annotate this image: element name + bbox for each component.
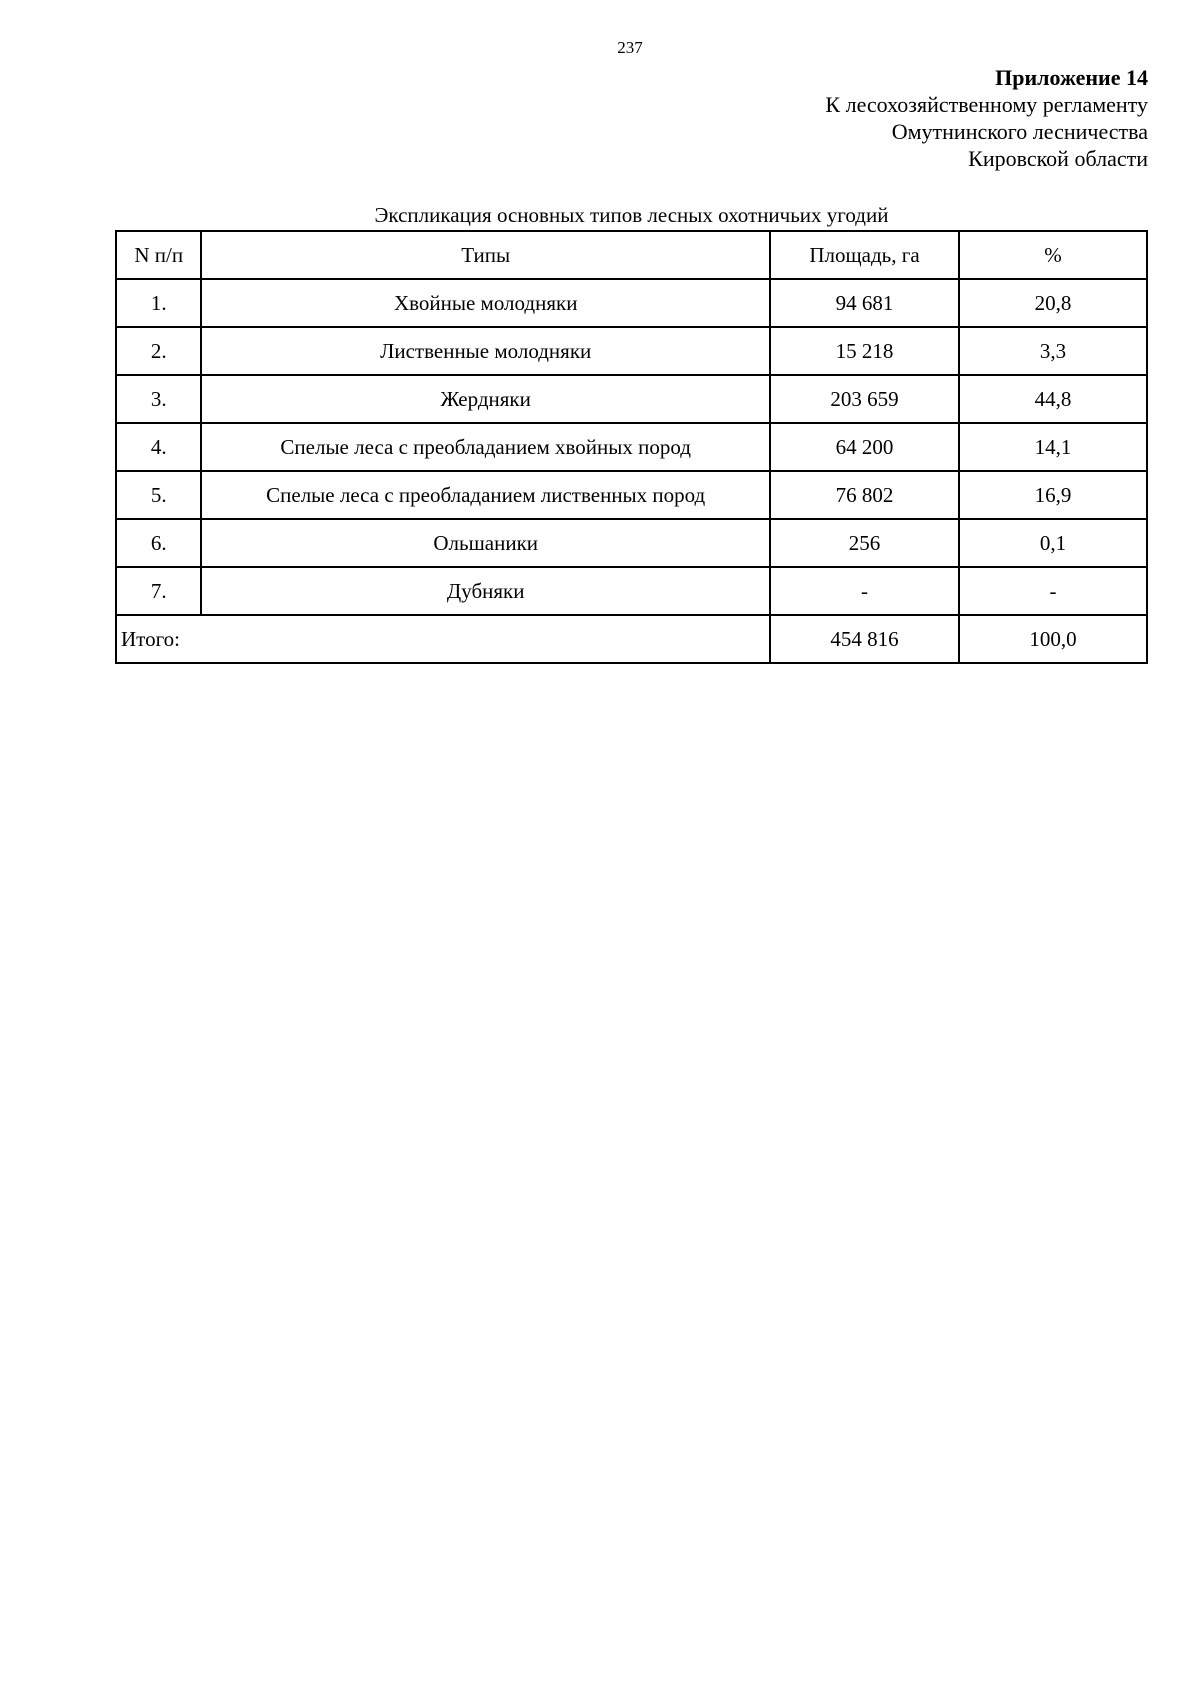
cell-percent: 0,1	[959, 519, 1147, 567]
cell-area: 76 802	[770, 471, 959, 519]
table-row	[116, 519, 1147, 567]
table-row	[116, 375, 1147, 423]
header-percent: %	[959, 231, 1147, 279]
appendix-line-regulation: К лесохозяйственному регламенту	[825, 92, 1148, 117]
header-area: Площадь, га	[770, 231, 959, 279]
table-row	[116, 327, 1147, 375]
explication-table	[115, 230, 1148, 664]
cell-area: 256	[770, 519, 959, 567]
table-row	[116, 279, 1147, 327]
cell-num: 7.	[116, 567, 201, 615]
table-header-row	[116, 231, 1147, 279]
cell-percent: -	[959, 567, 1147, 615]
table-row	[116, 423, 1147, 471]
total-area: 454 816	[770, 615, 959, 663]
table-caption: Экспликация основных типов лесных охотничьих угодий	[374, 203, 889, 227]
cell-num: 5.	[116, 471, 201, 519]
cell-type: Спелые леса с преобладанием хвойных пород	[201, 423, 769, 471]
cell-area: -	[770, 567, 959, 615]
header-num: N п/п	[116, 231, 201, 279]
cell-num: 3.	[116, 375, 201, 423]
cell-type: Хвойные молодняки	[201, 279, 769, 327]
cell-num: 2.	[116, 327, 201, 375]
cell-num: 6.	[116, 519, 201, 567]
appendix-title: Приложение 14	[995, 65, 1148, 90]
cell-percent: 14,1	[959, 423, 1147, 471]
cell-type: Ольшаники	[201, 519, 769, 567]
cell-type: Жердняки	[201, 375, 769, 423]
appendix-header	[825, 64, 1148, 172]
table-row	[116, 567, 1147, 615]
page-number: 237	[617, 38, 643, 57]
cell-area: 15 218	[770, 327, 959, 375]
cell-num: 1.	[116, 279, 201, 327]
header-type: Типы	[201, 231, 769, 279]
appendix-line-region: Кировской области	[968, 146, 1148, 171]
table-total-row	[116, 615, 1147, 663]
cell-type: Лиственные молодняки	[201, 327, 769, 375]
table-row	[116, 471, 1147, 519]
appendix-line-forestry: Омутнинского лесничества	[891, 119, 1148, 144]
cell-percent: 16,9	[959, 471, 1147, 519]
total-percent: 100,0	[959, 615, 1147, 663]
cell-num: 4.	[116, 423, 201, 471]
cell-percent: 20,8	[959, 279, 1147, 327]
cell-area: 64 200	[770, 423, 959, 471]
cell-type: Спелые леса с преобладанием лиственных пород	[201, 471, 769, 519]
cell-percent: 3,3	[959, 327, 1147, 375]
cell-area: 203 659	[770, 375, 959, 423]
cell-area: 94 681	[770, 279, 959, 327]
total-label: Итого:	[116, 615, 770, 663]
cell-percent: 44,8	[959, 375, 1147, 423]
cell-type: Дубняки	[201, 567, 769, 615]
